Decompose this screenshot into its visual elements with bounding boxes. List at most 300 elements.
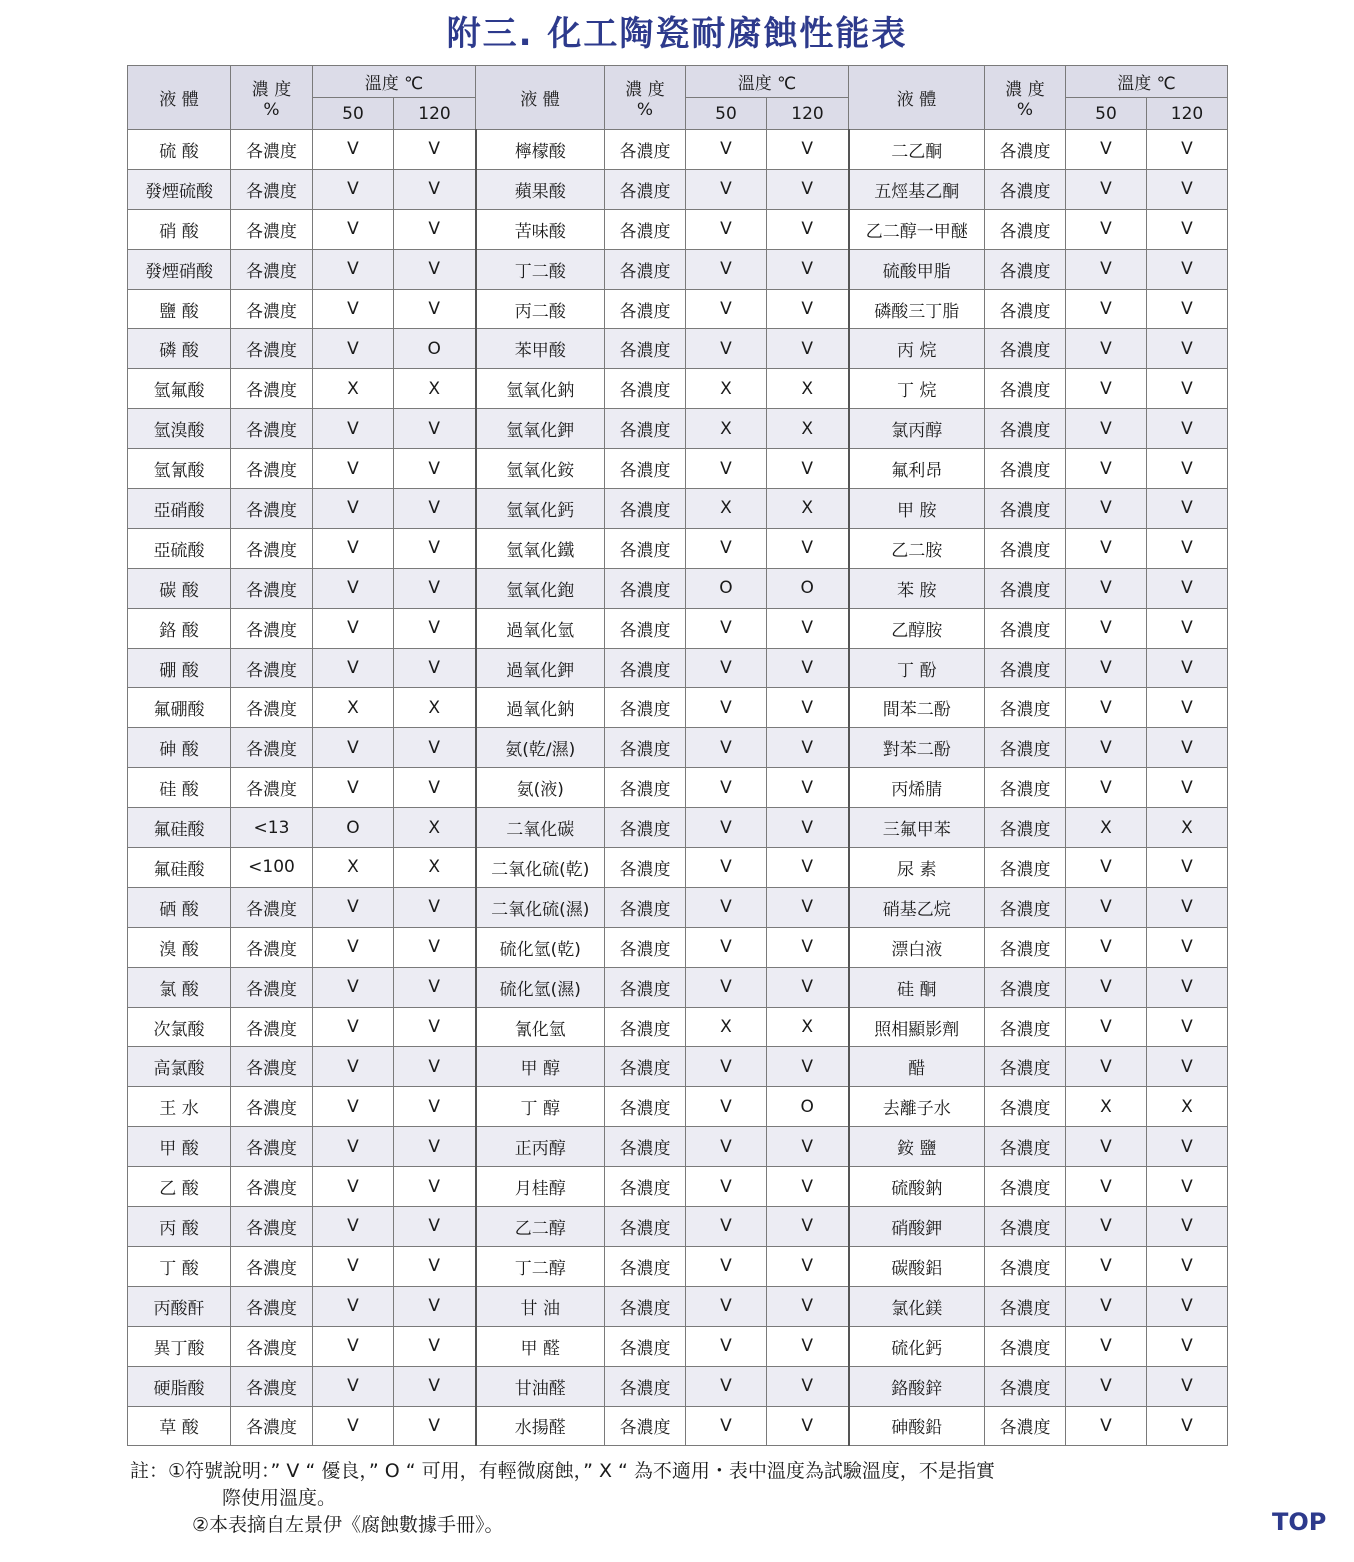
temp-120-cell: V (1147, 1207, 1228, 1247)
liquid-cell: 發煙硝酸 (128, 249, 231, 289)
concentration-cell: 各濃度 (231, 1087, 313, 1127)
temp-120-cell: V (1147, 568, 1228, 608)
liquid-cell: 乙醇胺 (849, 608, 985, 648)
liquid-cell: 丁 酚 (849, 648, 985, 688)
liquid-cell: 去離子水 (849, 1087, 985, 1127)
temp-50-cell: V (1066, 608, 1147, 648)
concentration-cell: 各濃度 (231, 1207, 313, 1247)
temp-50-cell: V (1066, 329, 1147, 369)
temp-50-cell: V (313, 927, 394, 967)
temp-50-cell: V (313, 130, 394, 170)
temp-120-cell: V (394, 1326, 476, 1366)
temp-120-cell: V (394, 1406, 476, 1446)
temp-50-cell: V (1066, 568, 1147, 608)
temp-120-cell: V (767, 728, 849, 768)
concentration-cell: 各濃度 (985, 568, 1066, 608)
liquid-cell: 丁二酸 (476, 249, 605, 289)
temp-120-cell: V (767, 1047, 849, 1087)
temp-120-cell: V (767, 1167, 849, 1207)
concentration-cell: 各濃度 (985, 249, 1066, 289)
temp-50-cell: O (313, 808, 394, 848)
temp-120-cell: V (767, 1366, 849, 1406)
concentration-cell: 各濃度 (985, 1207, 1066, 1247)
temp-50-cell: V (1066, 1406, 1147, 1446)
temp-50-cell: V (1066, 130, 1147, 170)
liquid-cell: 過氧化氫 (476, 608, 605, 648)
table-row (128, 768, 1228, 808)
temp-120-cell: V (767, 1127, 849, 1167)
liquid-cell: 甲 醇 (476, 1047, 605, 1087)
header-temp-50: 50 (313, 98, 394, 130)
temp-120-cell: X (394, 369, 476, 409)
table-row (128, 329, 1228, 369)
temp-120-cell: V (394, 289, 476, 329)
temp-50-cell: V (1066, 1047, 1147, 1087)
concentration-cell: 各濃度 (985, 329, 1066, 369)
temp-120-cell: V (394, 1207, 476, 1247)
concentration-cell: 各濃度 (231, 1366, 313, 1406)
temp-120-cell: V (394, 1167, 476, 1207)
liquid-cell: 氫氧化鈣 (476, 489, 605, 529)
concentration-cell: 各濃度 (605, 648, 686, 688)
liquid-cell: 苯甲酸 (476, 329, 605, 369)
table-row (128, 848, 1228, 888)
liquid-cell: 硫酸鈉 (849, 1167, 985, 1207)
temp-50-cell: V (1066, 369, 1147, 409)
concentration-cell: 各濃度 (985, 1087, 1066, 1127)
liquid-cell: 正丙醇 (476, 1127, 605, 1167)
concentration-cell: 各濃度 (985, 1406, 1066, 1446)
temp-50-cell: V (313, 1326, 394, 1366)
liquid-cell: 苯 胺 (849, 568, 985, 608)
concentration-cell: 各濃度 (231, 528, 313, 568)
liquid-cell: 硝基乙烷 (849, 887, 985, 927)
liquid-cell: 三氟甲苯 (849, 808, 985, 848)
concentration-cell: 各濃度 (231, 608, 313, 648)
temp-50-cell: V (313, 1167, 394, 1207)
liquid-cell: 磷 酸 (128, 329, 231, 369)
temp-50-cell: V (313, 728, 394, 768)
temp-120-cell: V (394, 1087, 476, 1127)
liquid-cell: 二氧化硫(濕) (476, 887, 605, 927)
temp-50-cell: V (313, 1406, 394, 1446)
table-row (128, 1047, 1228, 1087)
concentration-cell: 各濃度 (231, 688, 313, 728)
temp-50-cell: V (686, 1366, 767, 1406)
temp-120-cell: V (1147, 967, 1228, 1007)
liquid-cell: 硝酸鉀 (849, 1207, 985, 1247)
concentration-cell: 各濃度 (231, 1007, 313, 1047)
concentration-cell: 各濃度 (985, 808, 1066, 848)
temp-120-cell: V (1147, 848, 1228, 888)
temp-50-cell: V (313, 449, 394, 489)
concentration-cell: 各濃度 (985, 967, 1066, 1007)
liquid-cell: 蘋果酸 (476, 169, 605, 209)
liquid-cell: 丁 醇 (476, 1087, 605, 1127)
temp-120-cell: V (767, 449, 849, 489)
temp-50-cell: V (1066, 967, 1147, 1007)
concentration-cell: 各濃度 (231, 1167, 313, 1207)
note-line-3: ②本表摘自左景伊《腐蝕數據手冊》。 (192, 1514, 504, 1536)
temp-50-cell: V (313, 1047, 394, 1087)
temp-120-cell: V (394, 1366, 476, 1406)
liquid-cell: 砷 酸 (128, 728, 231, 768)
concentration-cell: 各濃度 (605, 249, 686, 289)
concentration-cell: 各濃度 (231, 1246, 313, 1286)
concentration-cell: 各濃度 (605, 1286, 686, 1326)
table-row (128, 608, 1228, 648)
concentration-cell: 各濃度 (985, 648, 1066, 688)
temp-50-cell: V (686, 289, 767, 329)
temp-120-cell: V (1147, 130, 1228, 170)
concentration-cell: 各濃度 (231, 768, 313, 808)
concentration-cell: 各濃度 (985, 528, 1066, 568)
temp-50-cell: X (686, 489, 767, 529)
temp-120-cell: V (1147, 489, 1228, 529)
temp-120-cell: V (394, 887, 476, 927)
concentration-cell: 各濃度 (605, 1167, 686, 1207)
temp-50-cell: V (686, 1326, 767, 1366)
concentration-cell: 各濃度 (605, 768, 686, 808)
table-row (128, 409, 1228, 449)
concentration-cell: 各濃度 (605, 608, 686, 648)
concentration-cell: 各濃度 (231, 489, 313, 529)
concentration-cell: 各濃度 (231, 130, 313, 170)
concentration-cell: 各濃度 (985, 169, 1066, 209)
table-row (128, 209, 1228, 249)
temp-50-cell: V (686, 130, 767, 170)
liquid-cell: 鉻酸鋅 (849, 1366, 985, 1406)
temp-120-cell: V (1147, 1326, 1228, 1366)
temp-120-cell: V (394, 1047, 476, 1087)
temp-50-cell: V (1066, 768, 1147, 808)
liquid-cell: 過氧化鉀 (476, 648, 605, 688)
liquid-cell: 異丁酸 (128, 1326, 231, 1366)
temp-50-cell: V (1066, 169, 1147, 209)
concentration-cell: 各濃度 (985, 1007, 1066, 1047)
temp-50-cell: O (686, 568, 767, 608)
concentration-cell: 各濃度 (985, 1326, 1066, 1366)
liquid-cell: 月桂醇 (476, 1167, 605, 1207)
temp-50-cell: V (686, 768, 767, 808)
temp-120-cell: V (767, 249, 849, 289)
temp-50-cell: V (686, 1286, 767, 1326)
concentration-cell: 各濃度 (605, 130, 686, 170)
concentration-cell: 各濃度 (985, 289, 1066, 329)
temp-50-cell: V (313, 608, 394, 648)
header-temp-120: 120 (394, 98, 476, 130)
temp-50-cell: V (686, 967, 767, 1007)
temp-50-cell: V (313, 887, 394, 927)
temp-50-cell: V (313, 768, 394, 808)
liquid-cell: 硫 酸 (128, 130, 231, 170)
temp-50-cell: V (313, 1366, 394, 1406)
concentration-cell: 各濃度 (231, 169, 313, 209)
liquid-cell: 丙二酸 (476, 289, 605, 329)
temp-120-cell: V (394, 130, 476, 170)
concentration-cell: 各濃度 (985, 768, 1066, 808)
temp-120-cell: V (394, 568, 476, 608)
table-body (128, 130, 1228, 1446)
temp-50-cell: V (1066, 887, 1147, 927)
concentration-cell: 各濃度 (605, 1406, 686, 1446)
liquid-cell: 草 酸 (128, 1406, 231, 1446)
temp-120-cell: X (394, 848, 476, 888)
liquid-cell: 碳 酸 (128, 568, 231, 608)
table-row (128, 728, 1228, 768)
concentration-cell: 各濃度 (231, 967, 313, 1007)
header-temperature: 溫度 ℃ (313, 66, 476, 98)
header-concentration: 濃 度 % (605, 66, 686, 130)
concentration-cell: 各濃度 (605, 688, 686, 728)
temp-120-cell: O (394, 329, 476, 369)
table-row (128, 1406, 1228, 1446)
concentration-cell: 各濃度 (605, 489, 686, 529)
concentration-cell: 各濃度 (605, 1366, 686, 1406)
liquid-cell: 王 水 (128, 1087, 231, 1127)
liquid-cell: 醋 (849, 1047, 985, 1087)
temp-50-cell: V (686, 169, 767, 209)
liquid-cell: 氫氧化鈉 (476, 369, 605, 409)
temp-50-cell: V (686, 1207, 767, 1247)
temp-120-cell: V (394, 927, 476, 967)
liquid-cell: 氟硅酸 (128, 808, 231, 848)
temp-50-cell: V (313, 1007, 394, 1047)
temp-50-cell: V (686, 648, 767, 688)
concentration-cell: 各濃度 (985, 608, 1066, 648)
concentration-cell: 各濃度 (605, 927, 686, 967)
temp-120-cell: V (1147, 289, 1228, 329)
temp-50-cell: V (686, 1406, 767, 1446)
liquid-cell: 砷酸鉛 (849, 1406, 985, 1446)
liquid-cell: 硅 酮 (849, 967, 985, 1007)
temp-50-cell: V (1066, 409, 1147, 449)
temp-120-cell: V (1147, 249, 1228, 289)
liquid-cell: 氟硼酸 (128, 688, 231, 728)
liquid-cell: 乙二胺 (849, 528, 985, 568)
temp-120-cell: V (767, 848, 849, 888)
liquid-cell: 硫化氫(濕) (476, 967, 605, 1007)
temp-120-cell: V (767, 329, 849, 369)
temp-120-cell: O (767, 568, 849, 608)
header-liquid: 液 體 (128, 66, 231, 130)
temp-50-cell: V (686, 887, 767, 927)
concentration-cell: 各濃度 (605, 1087, 686, 1127)
table-row (128, 927, 1228, 967)
concentration-cell: 各濃度 (605, 967, 686, 1007)
notes (130, 1458, 1210, 1539)
liquid-cell: 氫氧化銨 (476, 449, 605, 489)
liquid-cell: 丙烯腈 (849, 768, 985, 808)
table-row (128, 1127, 1228, 1167)
temp-50-cell: X (313, 369, 394, 409)
temp-50-cell: V (313, 209, 394, 249)
concentration-cell: 各濃度 (985, 449, 1066, 489)
temp-50-cell: V (686, 1087, 767, 1127)
temp-50-cell: V (686, 848, 767, 888)
temp-50-cell: V (686, 1047, 767, 1087)
temp-120-cell: V (1147, 1366, 1228, 1406)
table-row (128, 369, 1228, 409)
temp-50-cell: V (686, 608, 767, 648)
liquid-cell: 氫氰酸 (128, 449, 231, 489)
liquid-cell: 檸檬酸 (476, 130, 605, 170)
table-row (128, 1087, 1228, 1127)
liquid-cell: 丙 烷 (849, 329, 985, 369)
temp-120-cell: V (394, 768, 476, 808)
liquid-cell: 氯化鎂 (849, 1286, 985, 1326)
liquid-cell: 發煙硫酸 (128, 169, 231, 209)
liquid-cell: 鹽 酸 (128, 289, 231, 329)
table-row (128, 528, 1228, 568)
concentration-cell: 各濃度 (605, 1007, 686, 1047)
concentration-cell: 各濃度 (985, 1047, 1066, 1087)
temp-120-cell: V (1147, 1286, 1228, 1326)
temp-120-cell: V (767, 688, 849, 728)
liquid-cell: 氫溴酸 (128, 409, 231, 449)
temp-50-cell: V (1066, 1207, 1147, 1247)
liquid-cell: 氟硅酸 (128, 848, 231, 888)
temp-120-cell: V (1147, 329, 1228, 369)
temp-50-cell: V (1066, 1007, 1147, 1047)
temp-50-cell: V (313, 1207, 394, 1247)
temp-120-cell: V (394, 1127, 476, 1167)
table-row (128, 1007, 1228, 1047)
concentration-cell: 各濃度 (231, 728, 313, 768)
liquid-cell: 甘油醛 (476, 1366, 605, 1406)
liquid-cell: 硅 酸 (128, 768, 231, 808)
liquid-cell: 丙酸酐 (128, 1286, 231, 1326)
temp-120-cell: X (1147, 1087, 1228, 1127)
header-liquid: 液 體 (849, 66, 985, 130)
temp-50-cell: V (1066, 728, 1147, 768)
temp-120-cell: V (394, 528, 476, 568)
liquid-cell: 亞硝酸 (128, 489, 231, 529)
concentration-cell: 各濃度 (605, 728, 686, 768)
liquid-cell: 甲 酸 (128, 1127, 231, 1167)
temp-50-cell: V (686, 1127, 767, 1167)
temp-50-cell: V (686, 728, 767, 768)
temp-50-cell: V (686, 528, 767, 568)
liquid-cell: 對苯二酚 (849, 728, 985, 768)
concentration-cell: 各濃度 (605, 209, 686, 249)
liquid-cell: 氰化氫 (476, 1007, 605, 1047)
liquid-cell: 二乙酮 (849, 130, 985, 170)
header-temp-50: 50 (1066, 98, 1147, 130)
temp-50-cell: V (1066, 209, 1147, 249)
liquid-cell: 五烴基乙酮 (849, 169, 985, 209)
top-link[interactable]: TOP (1272, 1508, 1327, 1536)
temp-120-cell: V (1147, 1127, 1228, 1167)
concentration-cell: <13 (231, 808, 313, 848)
liquid-cell: 硝 酸 (128, 209, 231, 249)
temp-120-cell: V (1147, 1167, 1228, 1207)
temp-120-cell: V (1147, 608, 1228, 648)
temp-120-cell: V (394, 449, 476, 489)
page-title: 附三. 化工陶瓷耐腐蝕性能表 (446, 14, 908, 54)
temp-50-cell: V (313, 528, 394, 568)
temp-50-cell: V (1066, 289, 1147, 329)
concentration-cell: 各濃度 (605, 289, 686, 329)
header-temp-120: 120 (767, 98, 849, 130)
table-row (128, 808, 1228, 848)
concentration-cell: 各濃度 (985, 688, 1066, 728)
concentration-cell: 各濃度 (985, 1167, 1066, 1207)
temp-120-cell: V (394, 249, 476, 289)
temp-120-cell: V (767, 967, 849, 1007)
temp-50-cell: V (1066, 1127, 1147, 1167)
temp-120-cell: V (394, 728, 476, 768)
temp-120-cell: V (394, 608, 476, 648)
concentration-cell: 各濃度 (605, 1047, 686, 1087)
temp-50-cell: V (686, 329, 767, 369)
concentration-cell: 各濃度 (985, 728, 1066, 768)
temp-120-cell: V (1147, 1406, 1228, 1446)
concentration-cell: 各濃度 (231, 409, 313, 449)
temp-50-cell: V (1066, 249, 1147, 289)
liquid-cell: 丙 酸 (128, 1207, 231, 1247)
temp-120-cell: V (1147, 728, 1228, 768)
concentration-cell: 各濃度 (231, 648, 313, 688)
concentration-cell: 各濃度 (231, 329, 313, 369)
liquid-cell: 甲 醛 (476, 1326, 605, 1366)
temp-120-cell: V (767, 768, 849, 808)
concentration-cell: 各濃度 (985, 1286, 1066, 1326)
header-row-top (128, 66, 1228, 98)
liquid-cell: 高氯酸 (128, 1047, 231, 1087)
liquid-cell: 乙 酸 (128, 1167, 231, 1207)
temp-120-cell: V (1147, 449, 1228, 489)
concentration-cell: 各濃度 (985, 927, 1066, 967)
table-row (128, 130, 1228, 170)
temp-120-cell: V (394, 967, 476, 1007)
temp-50-cell: V (686, 1167, 767, 1207)
table-row (128, 249, 1228, 289)
temp-50-cell: V (313, 249, 394, 289)
concentration-cell: 各濃度 (231, 1047, 313, 1087)
header-temperature: 溫度 ℃ (686, 66, 849, 98)
temp-120-cell: V (1147, 887, 1228, 927)
temp-120-cell: X (767, 489, 849, 529)
temp-120-cell: V (1147, 688, 1228, 728)
liquid-cell: 氫氟酸 (128, 369, 231, 409)
liquid-cell: 漂白液 (849, 927, 985, 967)
liquid-cell: 硼 酸 (128, 648, 231, 688)
temp-120-cell: X (767, 1007, 849, 1047)
concentration-cell: 各濃度 (231, 289, 313, 329)
temp-120-cell: V (1147, 927, 1228, 967)
temp-50-cell: V (313, 1087, 394, 1127)
liquid-cell: 照相顯影劑 (849, 1007, 985, 1047)
liquid-cell: 過氧化鈉 (476, 688, 605, 728)
liquid-cell: 溴 酸 (128, 927, 231, 967)
temp-120-cell: V (394, 1007, 476, 1047)
temp-50-cell: V (1066, 688, 1147, 728)
liquid-cell: 間苯二酚 (849, 688, 985, 728)
header-concentration: 濃 度 % (231, 66, 313, 130)
liquid-cell: 乙二醇 (476, 1207, 605, 1247)
temp-120-cell: V (1147, 169, 1228, 209)
temp-120-cell: V (767, 289, 849, 329)
liquid-cell: 硫化氫(乾) (476, 927, 605, 967)
concentration-cell: 各濃度 (605, 329, 686, 369)
temp-120-cell: V (767, 808, 849, 848)
liquid-cell: 氟利昂 (849, 449, 985, 489)
temp-50-cell: X (1066, 808, 1147, 848)
temp-120-cell: V (1147, 648, 1228, 688)
table-row (128, 1326, 1228, 1366)
header-temperature: 溫度 ℃ (1066, 66, 1228, 98)
